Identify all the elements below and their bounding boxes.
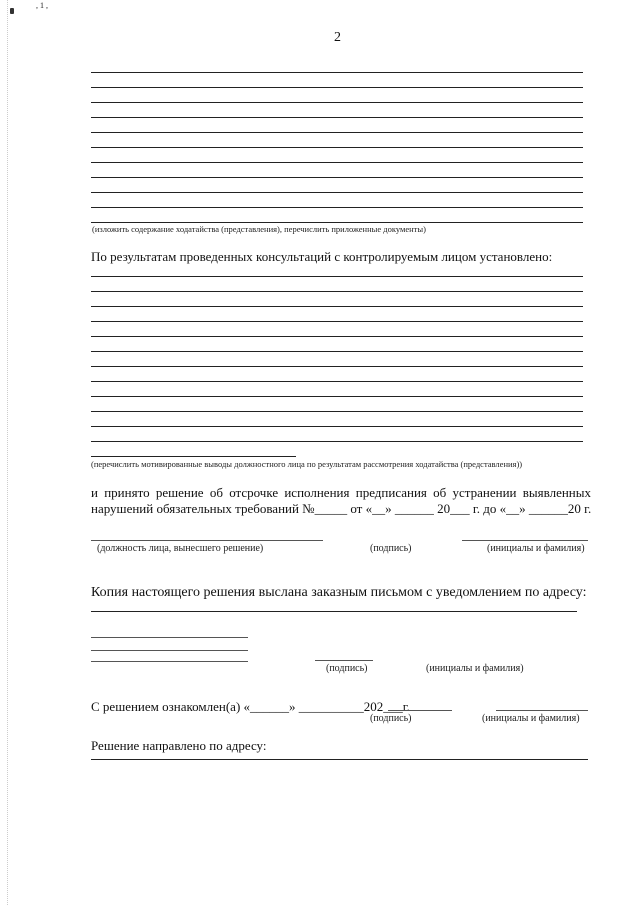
scan-mark bbox=[10, 8, 14, 14]
decision-line2: нарушений обязательных требований №_____ от «__» ______ 20___ г. до «__» ______20 г. bbox=[91, 501, 592, 516]
copy-name-label: (инициалы и фамилия) bbox=[426, 663, 524, 674]
acquainted-name-label: (инициалы и фамилия) bbox=[482, 713, 580, 724]
copy-line-1 bbox=[91, 637, 248, 638]
name-line bbox=[462, 540, 588, 541]
section2-heading: По результатам проведенных консультаций с контролируемым лицом установлено: bbox=[91, 249, 553, 264]
copy-line-3 bbox=[91, 661, 248, 662]
scan-edge bbox=[7, 0, 8, 905]
scan-mark-text: , 1 , bbox=[36, 1, 48, 10]
copy-line-2 bbox=[91, 650, 248, 651]
acquainted-name-line bbox=[496, 710, 588, 711]
signature-label: (подпись) bbox=[370, 543, 412, 554]
sent-text: Решение направлено по адресу: bbox=[91, 738, 267, 753]
section1-caption: (изложить содержание ходатайства (представления), перечислить приложенные документы) bbox=[92, 224, 426, 234]
position-line bbox=[91, 540, 323, 541]
copy-signature-label: (подпись) bbox=[326, 663, 368, 674]
decision-line1: и принято решение об отсрочке исполнения предписания об устранении выявленных bbox=[91, 485, 591, 500]
name-label: (инициалы и фамилия) bbox=[487, 543, 585, 554]
sent-address-line bbox=[91, 759, 588, 760]
copy-address-line bbox=[91, 611, 577, 612]
acquainted-signature-line bbox=[388, 710, 452, 711]
position-label: (должность лица, вынесшего решение) bbox=[97, 543, 264, 554]
copy-notice-text: Копия настоящего решения выслана заказным письмом с уведомлением по адресу: bbox=[91, 585, 587, 600]
acquainted-text: С решением ознакомлен(а) «______» __________202___г. bbox=[91, 699, 410, 714]
copy-signature-line bbox=[315, 660, 373, 661]
page-number: 2 bbox=[334, 30, 341, 45]
section2-caption: (перечислить мотивированные выводы должностного лица по результатам рассмотрения ходатайства (представления)) bbox=[91, 459, 523, 469]
acquainted-signature-label: (подпись) bbox=[370, 713, 412, 724]
